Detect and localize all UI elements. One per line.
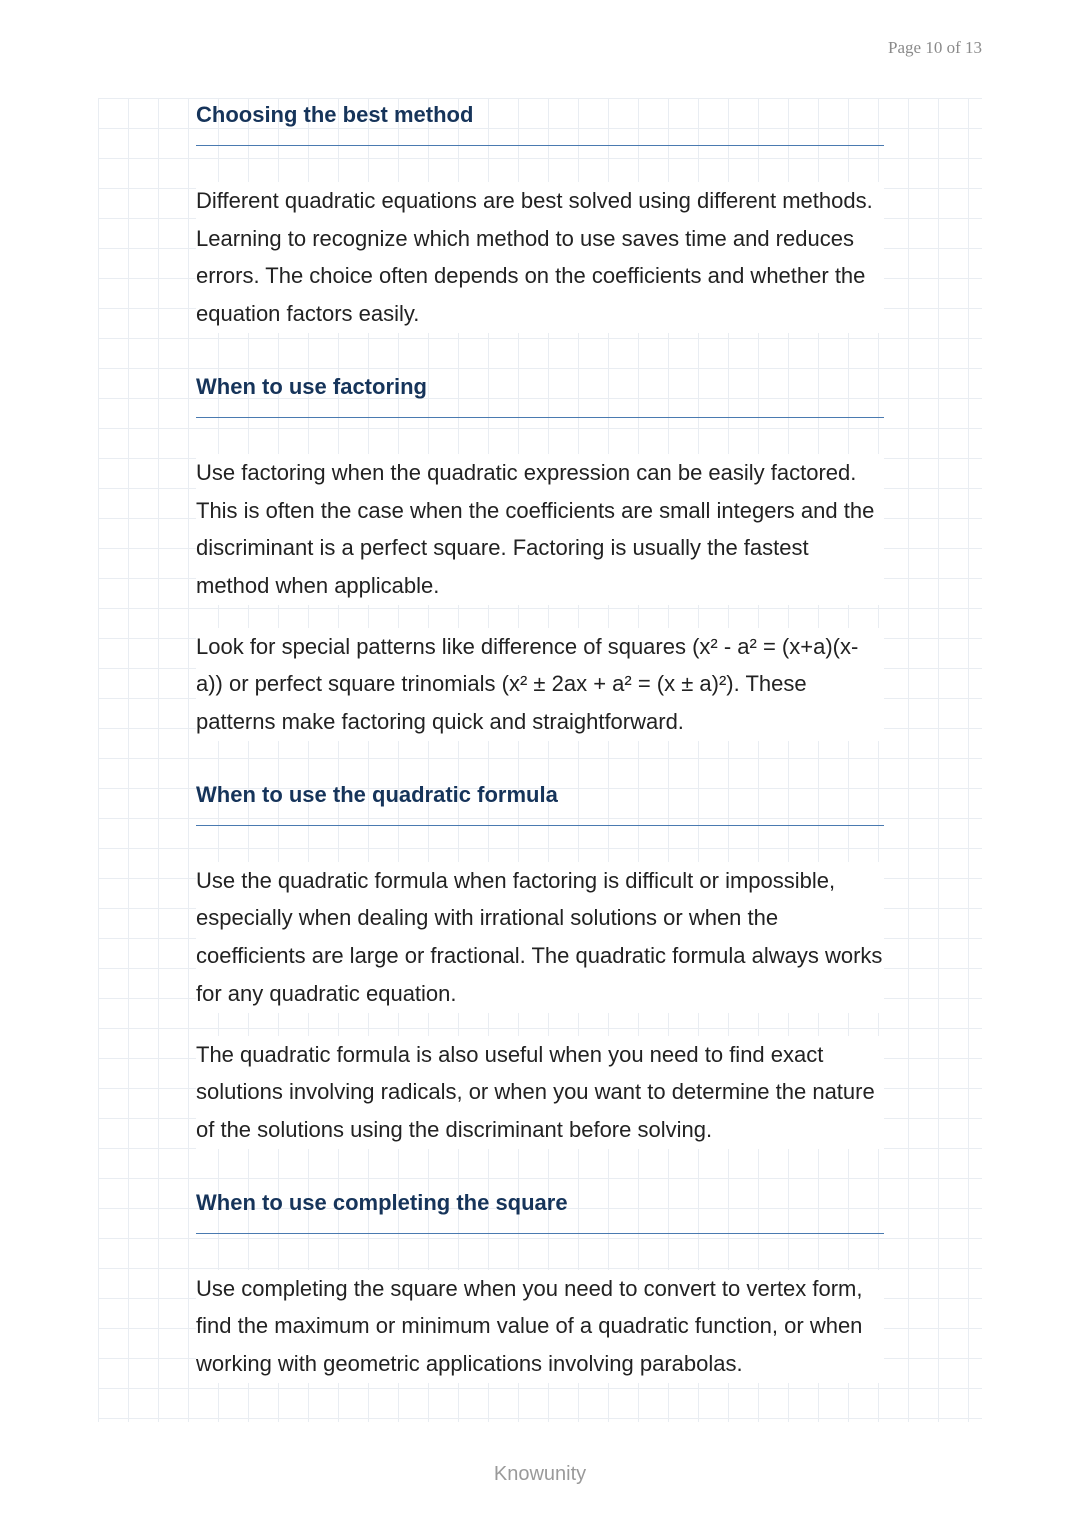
heading-underline [196, 1233, 884, 1234]
paragraph: Use completing the square when you need to convert to vertex form, find the maximum or minimum value of a quadratic function, or when working with geometric applications involving parabolas. [196, 1270, 884, 1383]
section-heading: When to use the quadratic formula [196, 781, 558, 807]
paragraph: The quadratic formula is also useful when you need to find exact solutions involving radicals, or when you want to determine the nature of the solutions using the discriminant before solving. [196, 1036, 884, 1149]
section-heading: Choosing the best method [196, 102, 474, 127]
page-number: Page 10 of 13 [888, 38, 982, 57]
section-heading: When to use factoring [196, 373, 427, 399]
section-factoring [196, 370, 884, 741]
paragraph: Use the quadratic formula when factoring is difficult or impossible, especially when dealing with irrational solutions or when the coefficients are large or fractional. The quadratic formula always works for any quadratic equation. [196, 862, 884, 1013]
section-heading: When to use completing the square [196, 1189, 568, 1215]
section-quadratic-formula [196, 778, 884, 1149]
heading-underline [196, 145, 884, 146]
section-completing-square [196, 1186, 884, 1383]
paragraph: Look for special patterns like difference of squares (x² - a² = (x+a)(x-a)) or perfect square trinomials (x² ± 2ax + a² = (x ± a)²). These patterns make factoring quick and straightforward. [196, 628, 884, 741]
section-choosing-method [196, 98, 884, 333]
paragraph: Use factoring when the quadratic expression can be easily factored. This is often the case when the coefficients are small integers and the discriminant is a perfect square. Factoring is usually the fastest method when applicable. [196, 454, 884, 605]
footer-brand: Knowunity [493, 1463, 587, 1485]
document-content [196, 98, 884, 1383]
paragraph: Different quadratic equations are best solved using different methods. Learning to recognize which method to use saves time and reduces errors. The choice often depends on the coefficients and whether the equation factors easily. [196, 182, 884, 333]
heading-underline [196, 417, 884, 418]
heading-underline [196, 825, 884, 826]
